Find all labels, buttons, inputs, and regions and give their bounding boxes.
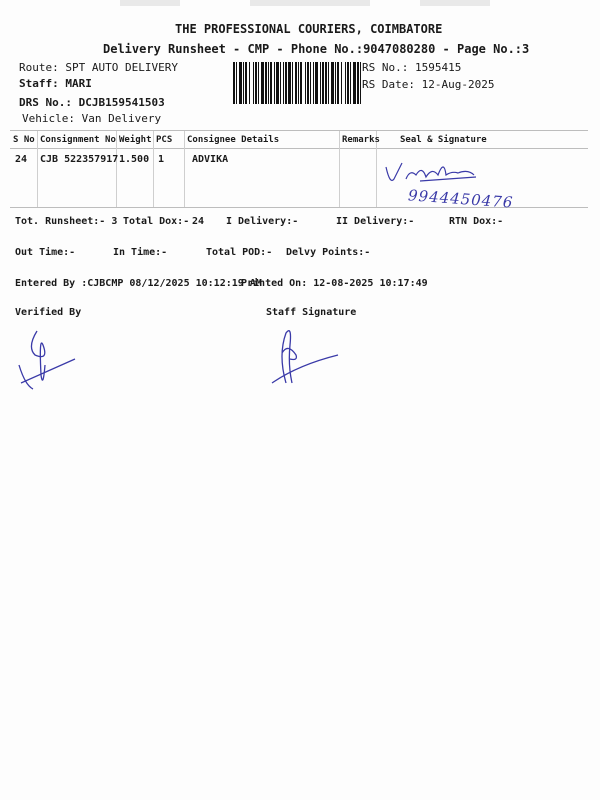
th-pcs: PCS (156, 135, 173, 145)
delvy-points: Delvy Points:- (286, 247, 371, 258)
verified-by-label: Verified By (15, 307, 82, 318)
col-divider (184, 131, 185, 207)
staff-signature (268, 325, 343, 387)
drs-line (19, 96, 165, 109)
rs-no-line (362, 61, 461, 74)
cell-pcs: 1 (158, 154, 165, 165)
th-sno: S No (13, 135, 35, 145)
vehicle-line (22, 112, 161, 125)
ii-delivery: II Delivery:- (336, 216, 415, 227)
cell-weight: 1.500 (119, 154, 150, 165)
th-weight: Weight (119, 135, 152, 145)
verified-by-signature (15, 325, 85, 395)
tot-runsheet: Tot. Runsheet:- 3 (15, 216, 118, 227)
drs-label: DRS No.: (19, 96, 72, 109)
staff-value: MARI (65, 77, 92, 90)
table-header-rule (10, 148, 588, 149)
vehicle-label: Vehicle: (22, 112, 75, 125)
company-title: THE PROFESSIONAL COURIERS, COIMBATORE (175, 22, 443, 36)
th-consignee: Consignee Details (187, 135, 280, 145)
scan-noise (120, 0, 180, 6)
handwritten-phone: 9944450476 (407, 186, 514, 212)
rs-no-label: RS No.: (362, 61, 409, 74)
printed-on: Printed On: 12-08-2025 10:17:49 (241, 278, 428, 289)
col-divider (37, 131, 38, 207)
cell-consignment: CJB 522357917 (40, 154, 119, 165)
total-pod: Total POD:- (206, 247, 273, 258)
col-divider (116, 131, 117, 207)
consignee-signature (380, 155, 480, 191)
th-consignment: Consignment No (40, 135, 116, 145)
vehicle-value: Van Delivery (81, 112, 162, 125)
th-seal: Seal & Signature (400, 135, 487, 145)
barcode (233, 62, 361, 104)
rs-date-value: 12-Aug-2025 (421, 78, 495, 91)
rs-no-value: 1595415 (414, 61, 462, 74)
rs-date-line (362, 78, 494, 91)
route-label: Route: (19, 61, 59, 74)
col-divider (153, 131, 154, 207)
i-delivery: I Delivery:- (226, 216, 299, 227)
col-divider (339, 131, 340, 207)
total-dox-value: 24 (192, 216, 205, 227)
entered-by: Entered By :CJBCMP 08/12/2025 10:12:19 AM (15, 278, 262, 289)
staff-label: Staff: (19, 77, 59, 90)
in-time: In Time:- (113, 247, 168, 258)
cell-consignee: ADVIKA (192, 154, 229, 165)
scan-noise (250, 0, 370, 6)
route-value: SPT AUTO DELIVERY (65, 61, 178, 74)
runsheet-subtitle: Delivery Runsheet - CMP - Phone No.:9047080280 - Page No.:3 (103, 42, 530, 56)
rtn-dox: RTN Dox:- (449, 216, 504, 227)
out-time: Out Time:- (15, 247, 76, 258)
total-dox-label: Total Dox:- (123, 216, 190, 227)
rs-date-label: RS Date: (362, 78, 415, 91)
staff-line (19, 77, 92, 90)
drs-value: DCJB159541503 (78, 96, 165, 109)
table-top-rule (10, 130, 588, 131)
route-line (19, 61, 178, 74)
staff-signature-label: Staff Signature (266, 307, 357, 318)
cell-sno: 24 (15, 154, 28, 165)
scan-noise (420, 0, 490, 6)
th-remarks: Remarks (342, 135, 380, 145)
